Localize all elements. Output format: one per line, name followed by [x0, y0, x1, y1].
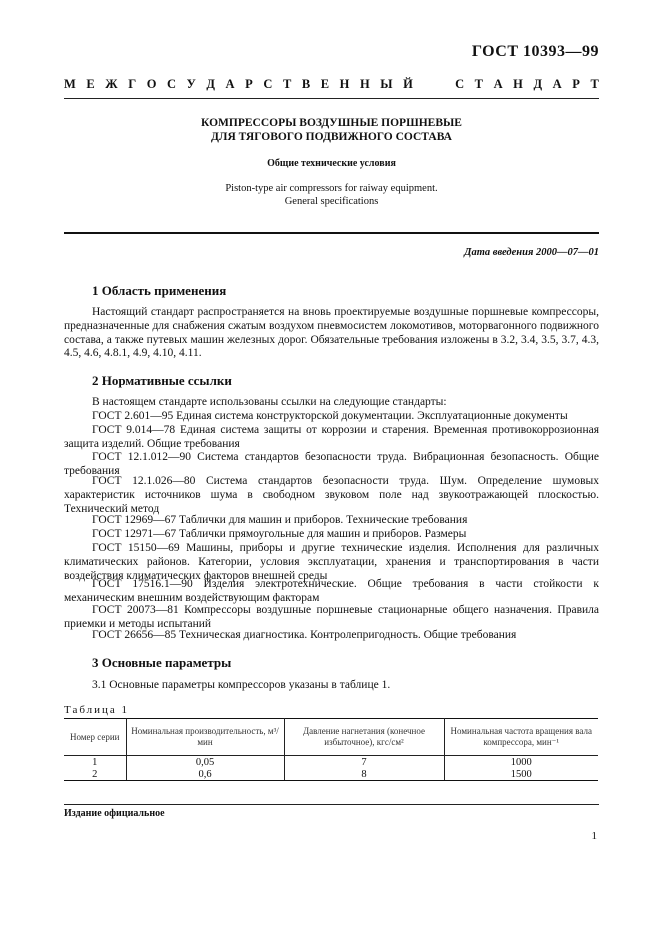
english-title-line: Piston-type air compressors for raiway equipment.	[225, 183, 438, 194]
introduction-date: Дата введения 2000—07—01	[464, 247, 599, 258]
banner-letter: Г	[128, 77, 137, 91]
title-line: ДЛЯ ТЯГОВОГО ПОДВИЖНОГО СОСТАВА	[211, 131, 452, 143]
table-cell: 0,05	[126, 756, 284, 769]
reference-item: ГОСТ 2.601—95 Единая система конструкторской документации. Эксплуатационные документы	[92, 410, 568, 422]
banner-letter: Т	[282, 77, 292, 91]
footer-divider	[64, 804, 599, 805]
banner-letter: О	[146, 77, 157, 91]
table-cell: 1	[64, 756, 126, 769]
english-title	[64, 183, 599, 208]
banner-letter: Н	[513, 77, 523, 91]
table-cell: 1000	[444, 756, 598, 769]
section-paragraph: 3.1 Основные параметры компрессоров указаны в таблице 1.	[92, 679, 391, 691]
banner-letter: В	[301, 77, 311, 91]
column-header: Номинальная частота вращения вала компрессора, мин⁻¹	[444, 719, 598, 756]
column-header: Номинальная производительность, м³/мин	[126, 719, 284, 756]
banner-letter: Й	[403, 77, 413, 91]
section-heading: 2 Нормативные ссылки	[92, 373, 232, 388]
banner-letter: Т	[590, 77, 599, 91]
document-subtitle: Общие технические условия	[267, 158, 396, 169]
banner-letter: С	[263, 77, 273, 91]
table-cell: 0,6	[126, 768, 284, 781]
title-line: КОМПРЕССОРЫ ВОЗДУШНЫЕ ПОРШНЕВЫЕ	[201, 117, 462, 129]
table-cell: 1500	[444, 768, 598, 781]
banner-letter: Н	[339, 77, 350, 91]
reference-item: ГОСТ 17516.1—90 Изделия электротехнические. Общие требования в части стойкости к механическим внешним воздействующим факторам	[64, 578, 599, 604]
column-header: Номер серии	[64, 719, 126, 756]
banner-letter: У	[186, 77, 196, 91]
banner-letter: Д	[206, 77, 215, 91]
reference-item: ГОСТ 12.1.012—90 Система стандартов безопасности труда. Вибрационная безопасность. Общие требования	[64, 451, 599, 477]
table-caption: Таблица 1	[64, 704, 130, 716]
banner-letter: А	[225, 77, 235, 91]
banner-letter: С	[455, 77, 465, 91]
document-number: ГОСТ 10393—99	[471, 43, 599, 60]
banner-letter: А	[493, 77, 503, 91]
banner-letter: Н	[359, 77, 370, 91]
title-divider	[64, 232, 599, 234]
reference-item: ГОСТ 15150—69 Машины, приборы и другие технические изделия. Исполнения для различных климатических районов. Категории, условия эксплуатации, хранения и транспортирования в части воздействия климатических факторов внешней среды	[64, 542, 599, 582]
references-intro: В настоящем стандарте использованы ссылки на следующие стандарты:	[92, 396, 447, 408]
banner-letter: Т	[474, 77, 484, 91]
reference-item: ГОСТ 12971—67 Таблички прямоугольные для машин и приборов. Размеры	[92, 528, 467, 540]
reference-item: ГОСТ 26656—85 Техническая диагностика. Контролепригодность. Общие требования	[92, 629, 517, 641]
section-heading: 1 Область применения	[92, 283, 227, 298]
reference-item: ГОСТ 12969—67 Таблички для машин и приборов. Технические требования	[92, 514, 468, 526]
table-row	[64, 768, 598, 781]
banner-letter: Ж	[105, 77, 118, 91]
table-cell: 2	[64, 768, 126, 781]
banner-letter: Е	[320, 77, 330, 91]
reference-item: ГОСТ 12.1.026—80 Система стандартов безопасности труда. Шум. Определение шумовых характеристик источников шума в свободном звуковом поле над звукоотражающей плоскостью. Технический метод	[64, 475, 599, 515]
banner-letter: Е	[86, 77, 95, 91]
banner-letter: Ы	[380, 77, 393, 91]
banner-letter: Р	[245, 77, 253, 91]
reference-item: ГОСТ 20073—81 Компрессоры воздушные поршневые стационарные общего назначения. Правила приемки и методы испытаний	[64, 604, 599, 630]
parameters-table	[64, 718, 598, 781]
banner-letter: М	[64, 77, 76, 91]
table-cell: 8	[284, 768, 444, 781]
table-cell: 7	[284, 756, 444, 769]
reference-item: ГОСТ 9.014—78 Единая система защиты от коррозии и старения. Временная противокоррозионная защита изделий. Общие требования	[64, 424, 599, 450]
table-row	[64, 756, 598, 769]
banner-letter: Р	[572, 77, 580, 91]
official-edition-label: Издание официальное	[64, 808, 165, 819]
banner-letter: Д	[533, 77, 543, 91]
section-heading: 3 Основные параметры	[92, 655, 232, 670]
interstate-standard-banner	[64, 77, 599, 92]
table-header-row	[64, 719, 598, 756]
banner-letter: С	[167, 77, 177, 91]
column-header: Давление нагнетания (конечное избыточное), кгс/см²	[284, 719, 444, 756]
header-divider	[64, 98, 599, 99]
page-number: 1	[591, 830, 597, 842]
banner-letter: А	[552, 77, 562, 91]
section-paragraph: Настоящий стандарт распространяется на вновь проектируемые воздушные поршневые компрессоры, предназначенные для снабжения сжатым воздухом пневмосистем локомотивов, моторвагонного подвижного состава, а также путевых машин железных дорог. Обязательные требования изложены в 3.2, 3.4, 3.5, 3.7, 4.3, 4.5, 4.6, 4.8.1, 4.9, 4.10, 4.11.	[64, 306, 599, 360]
document-title	[64, 116, 599, 144]
english-title-line: General specifications	[284, 195, 379, 207]
